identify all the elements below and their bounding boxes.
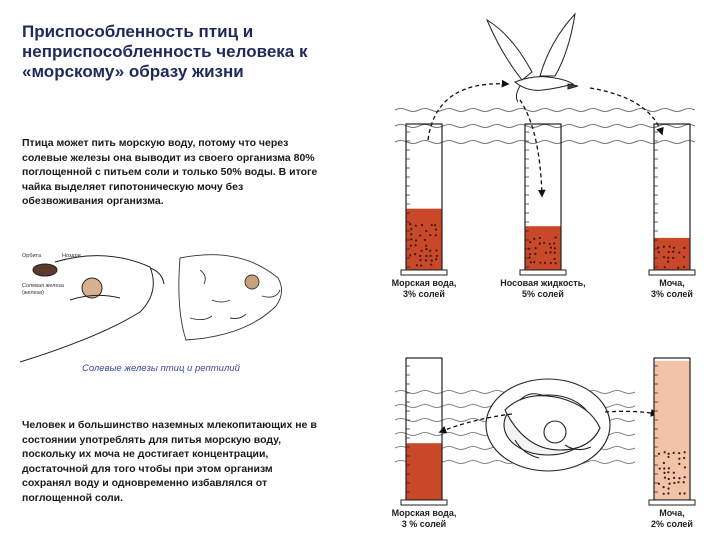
bird-cylinder-1-salt: 3% солей: [403, 289, 445, 299]
bird-cylinder-1-base: [401, 270, 447, 275]
human-cylinder-2-salt: 2% солей: [651, 519, 693, 529]
bird-cylinder-2-salt: 5% солей: [522, 289, 564, 299]
label-orbit: Орбита: [22, 253, 42, 259]
human-cylinder-1-label: Морская вода,: [391, 508, 457, 518]
label-gland-2: (железа): [22, 290, 44, 296]
bird-cylinder-3-label: Моча,: [659, 278, 685, 288]
bird-cylinder-3-base: [649, 270, 695, 275]
bird-cylinder-1-label: Морская вода,: [391, 278, 457, 288]
label-gland: Солевая железа: [22, 283, 64, 289]
human-cylinder-2-liquid: [654, 361, 690, 500]
bird-cylinder-3-salt: 3% солей: [651, 289, 693, 299]
page-title: Приспособленность птиц и неприспособленность человека к «морскому» образу жизни: [22, 22, 308, 81]
label-nostril: Ноздри: [62, 253, 81, 259]
reptile-head-sketch: [179, 255, 282, 340]
bird-cylinder-1: [392, 124, 457, 299]
human-cylinder-1-salt: 3 % солей: [401, 519, 447, 529]
human-paragraph: Человек и большинство наземных млекопитающих не в состоянии употреблять для питья морскую воду, поскольку их моча не достигает концентрации, достаточной для того чтобы при этом организм сохранял воду и одновременно избавлялся от поглощенной соли.: [22, 419, 317, 504]
bird-cylinder-2-base: [520, 270, 566, 275]
bird-paragraph: Птица может пить морскую воду, потому что через солевые железы она выводит из своего организма 80% поглощенной с питьем соли и только 50% воды. В итоге чайка выделяет гипотоническую мочу без обезвоживания организма.: [22, 137, 318, 207]
human-cylinder-2-base: [649, 500, 695, 505]
human-cylinder-1-liquid: [406, 443, 442, 500]
bird-cylinder-2-label: Носовая жидкость,: [500, 278, 586, 288]
bird-flow-arrows: [428, 84, 662, 196]
human-cylinder-1-base: [401, 500, 447, 505]
human-cylinder-1: [392, 358, 457, 529]
bird-cylinders: [392, 124, 695, 299]
human-cylinder-2-label: Моча,: [659, 508, 685, 518]
seagull-illustration: [487, 14, 578, 102]
bird-cylinder-3: [649, 124, 695, 299]
bird-cylinder-2: [500, 124, 585, 299]
bird-head-sketch: [20, 256, 164, 362]
bird-cylinder-3-liquid: [654, 238, 690, 270]
castaway-illustration: [486, 379, 610, 471]
human-cylinder-2: [649, 358, 695, 529]
gland-caption: Солевые железы птиц и рептилий: [82, 363, 240, 374]
